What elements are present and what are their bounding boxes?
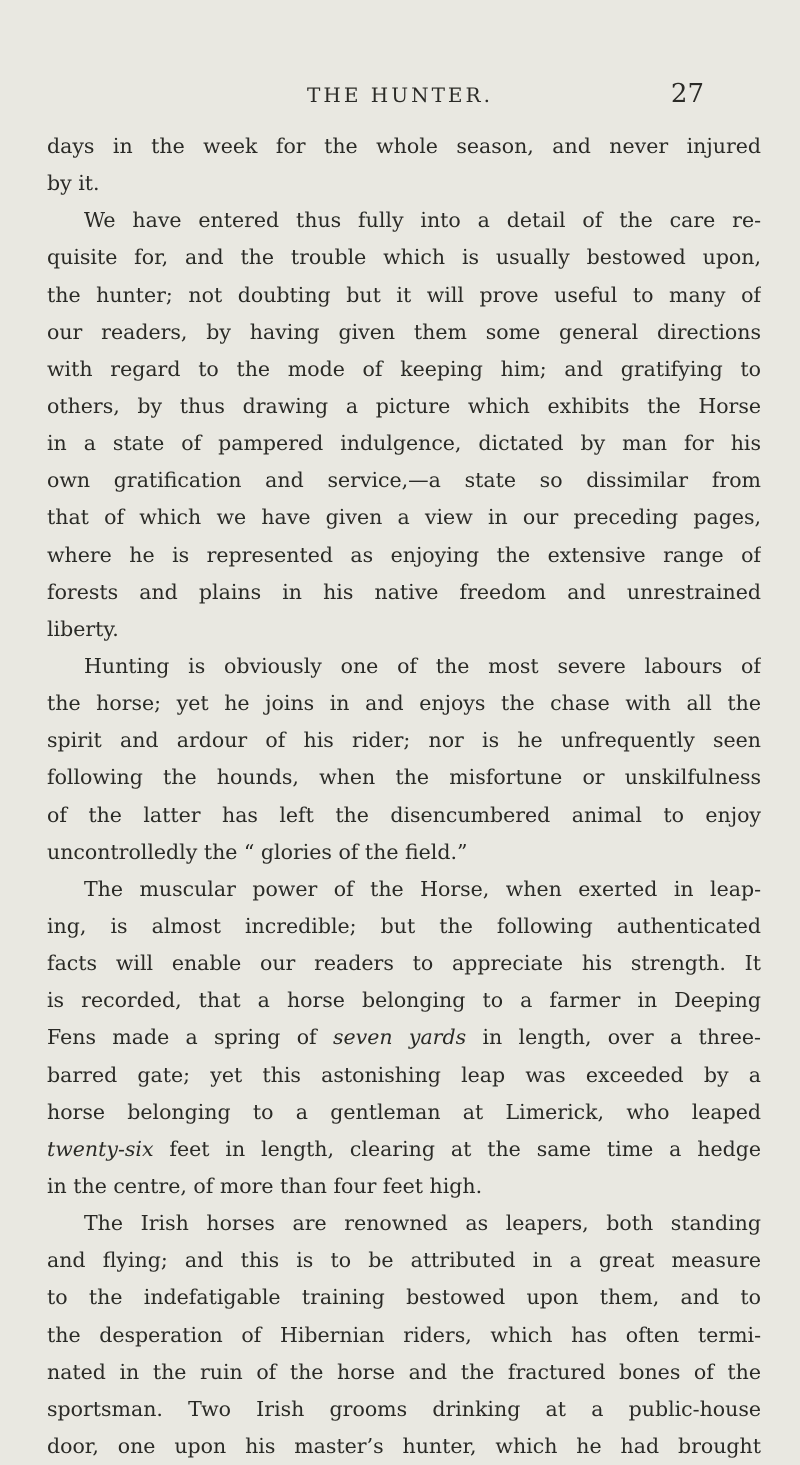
text-line: in a state of pampered indulgence, dictated by man for his [47,431,761,456]
text-line: with regard to the mode of keeping him; and gratifying to [47,356,761,381]
paragraph-start-line: We have entered thus fully into a detail of the care re- [84,208,761,233]
text-line: forests and plains in his native freedom and unrestrained [47,579,761,604]
text-line: the desperation of Hibernian riders, which has often termi- [47,1322,761,1347]
text-line: liberty. [47,616,119,641]
text-line: the hunter; not doubting but it will prove useful to many of [47,282,761,307]
text-line: of the latter has left the disencumbered animal to enjoy [47,802,761,827]
italic-text: seven yards [332,1025,467,1050]
text-line: by it. [47,171,100,196]
text-line: uncontrolledly the “ glories of the field.” [47,839,468,864]
italic-text: twenty-six [47,1136,154,1161]
text-line: the horse; yet he joins in and enjoys the chase with all the [47,691,761,716]
text-line: ing, is almost incredible; but the following authenticated [47,913,761,938]
text-line: sportsman. Two Irish grooms drinking at a public-house [47,1396,761,1421]
text-segment: feet in length, clearing at the same time a hedge [169,1136,761,1161]
text-line: spirit and ardour of his rider; nor is he unfrequently seen [47,728,761,753]
text-line: our readers, by having given them some general directions [47,319,761,344]
paragraph-start-line: Hunting is obviously one of the most severe labours of [84,653,761,678]
text-line: facts will enable our readers to appreciate his strength. It [47,951,761,976]
text-line: in the centre, of more than four feet high. [47,1173,483,1198]
text-line: that of which we have given a view in our preceding pages, [47,505,761,530]
text-line: others, by thus drawing a picture which exhibits the Horse [47,393,761,418]
text-line: own gratification and service,—a state so dissimilar from [47,468,761,493]
body-text [47,128,761,1465]
text-line [47,1019,761,1056]
text-line: days in the week for the whole season, and never injured [47,134,761,158]
text-line: door, one upon his master’s hunter, which he had brought [47,1433,761,1458]
text-line [47,1131,761,1168]
text-line: horse belonging to a gentleman at Limerick, who leaped [47,1099,761,1124]
text-line: barred gate; yet this astonishing leap was exceeded by a [47,1062,761,1087]
paragraph-start-line: The muscular power of the Horse, when exerted in leap- [84,876,761,901]
text-line: and flying; and this is to be attributed in a great measure [47,1248,761,1273]
text-line: where he is represented as enjoying the extensive range of [47,542,761,567]
text-line: quisite for, and the trouble which is usually bestowed upon, [47,245,761,270]
running-head [0,79,800,111]
paragraph-start-line: The Irish horses are renowned as leapers, both standing [84,1211,761,1236]
text-line: to the indefatigable training bestowed upon them, and to [47,1285,761,1310]
page-number: 27 [670,79,704,109]
text-line: following the hounds, when the misfortune or unskilfulness [47,765,761,790]
running-title: THE HUNTER. [307,83,493,107]
text-line: nated in the ruin of the horse and the fractured bones of the [47,1359,761,1384]
text-line: is recorded, that a horse belonging to a farmer in Deeping [47,988,761,1013]
text-segment: in length, over a three- [482,1025,761,1050]
text-segment: Fens made a spring of [47,1025,317,1050]
